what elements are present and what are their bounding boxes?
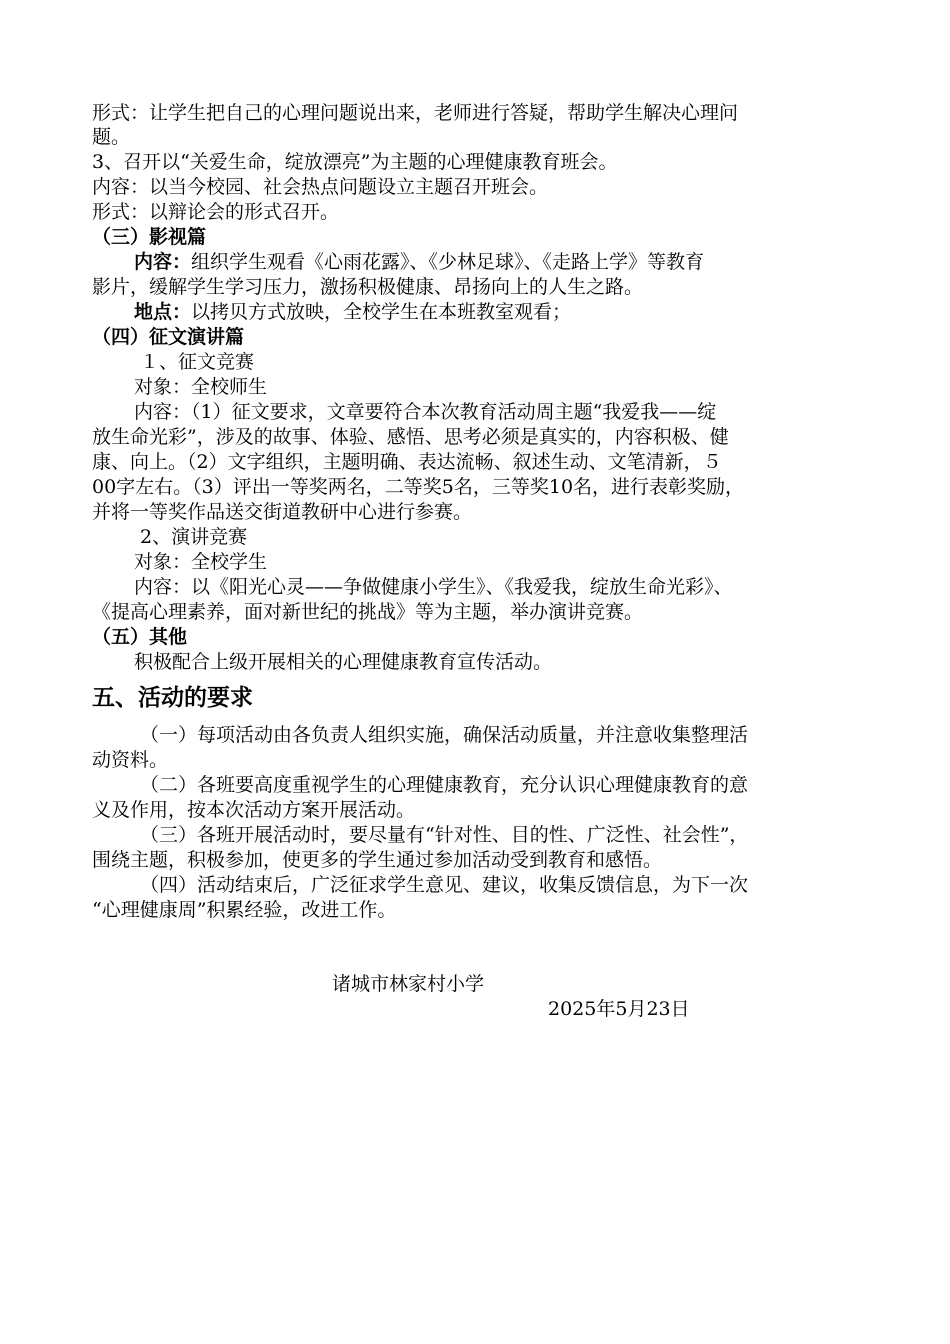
section-heading: （三）影视篇 xyxy=(92,226,207,248)
section-heading: （四）征文演讲篇 xyxy=(92,326,245,348)
paragraph-line: （一）每项活动由各负责人组织实施，确保活动质量，并注意收集整理活 xyxy=(140,724,749,746)
paragraph-line: 内容：（1）征文要求，文章要符合本次教育活动周主题“我爱我——绽 xyxy=(134,401,717,423)
label-location: 地点： xyxy=(134,301,192,323)
paragraph-line: （三）各班开展活动时，要尽量有“针对性、目的性、广泛性、社会性”， xyxy=(140,824,749,846)
paragraph-line: 影片，缓解学生学习压力，激扬积极健康、昂扬向上的人生之路。 xyxy=(92,276,644,298)
paragraph-line: 围绕主题，积极参加，使更多的学生通过参加活动受到教育和感悟。 xyxy=(92,849,663,871)
paragraph-line: 义及作用，按本次活动方案开展活动。 xyxy=(92,799,416,821)
section-heading: （五）其他 xyxy=(92,626,188,648)
paragraph-line: 积极配合上级开展相关的心理健康教育宣传活动。 xyxy=(134,651,553,673)
paragraph-line: 动资料。 xyxy=(92,749,169,771)
signature-date: 2025年5月23日 xyxy=(548,998,690,1020)
paragraph-line: 并将一等奖作品送交街道教研中心进行参赛。 xyxy=(92,501,473,523)
paragraph-line: 形式：让学生把自己的心理问题说出来，老师进行答疑，帮助学生解决心理问 xyxy=(92,102,739,124)
paragraph-line: 00字左右。（3）评出一等奖两名，二等奖5名，三等奖10名，进行表彰奖励， xyxy=(92,476,745,498)
paragraph-line: 形式：以辩论会的形式召开。 xyxy=(92,201,340,223)
paragraph-line: 康、向上。（2）文字组织，主题明确、表达流畅、叙述生动、文笔清新，５ xyxy=(92,451,722,473)
paragraph-line: 对象：全校学生 xyxy=(134,551,268,573)
paragraph-line: 2、演讲竞赛 xyxy=(140,526,248,548)
chapter-heading: 五、活动的要求 xyxy=(92,684,253,711)
paragraph-line: 对象：全校师生 xyxy=(134,376,268,398)
paragraph-line: １、征文竞赛 xyxy=(140,351,255,373)
signature-organization: 诸城市林家村小学 xyxy=(332,973,485,995)
paragraph-line: 内容：组织学生观看《心雨花露》、《少林足球》、《走路上学》等教育 xyxy=(134,251,705,273)
paragraph-line: 内容：以当今校园、社会热点问题设立主题召开班会。 xyxy=(92,176,549,198)
paragraph-line: 3、召开以“关爱生命，绽放漂亮”为主题的心理健康教育班会。 xyxy=(92,151,618,173)
paragraph-line: 地点：以拷贝方式放映，全校学生在本班教室观看； xyxy=(134,301,572,323)
paragraph-line: 《提高心理素养，面对新世纪的挑战》等为主题，举办演讲竞赛。 xyxy=(92,601,644,623)
paragraph-line: （二）各班要高度重视学生的心理健康教育，充分认识心理健康教育的意 xyxy=(140,774,749,796)
paragraph-line: 放生命光彩”，涉及的故事、体验、感悟、思考必须是真实的，内容积极、健 xyxy=(92,426,729,448)
paragraph-line: 题。 xyxy=(92,126,131,148)
paragraph-line: “心理健康周”积累经验，改进工作。 xyxy=(92,899,397,921)
paragraph-line: （四）活动结束后，广泛征求学生意见、建议，收集反馈信息，为下一次 xyxy=(140,874,749,896)
label-content: 内容： xyxy=(134,251,192,273)
paragraph-line: 内容：以《阳光心灵——争做健康小学生》、《我爱我，绽放生命光彩》、 xyxy=(134,576,733,598)
